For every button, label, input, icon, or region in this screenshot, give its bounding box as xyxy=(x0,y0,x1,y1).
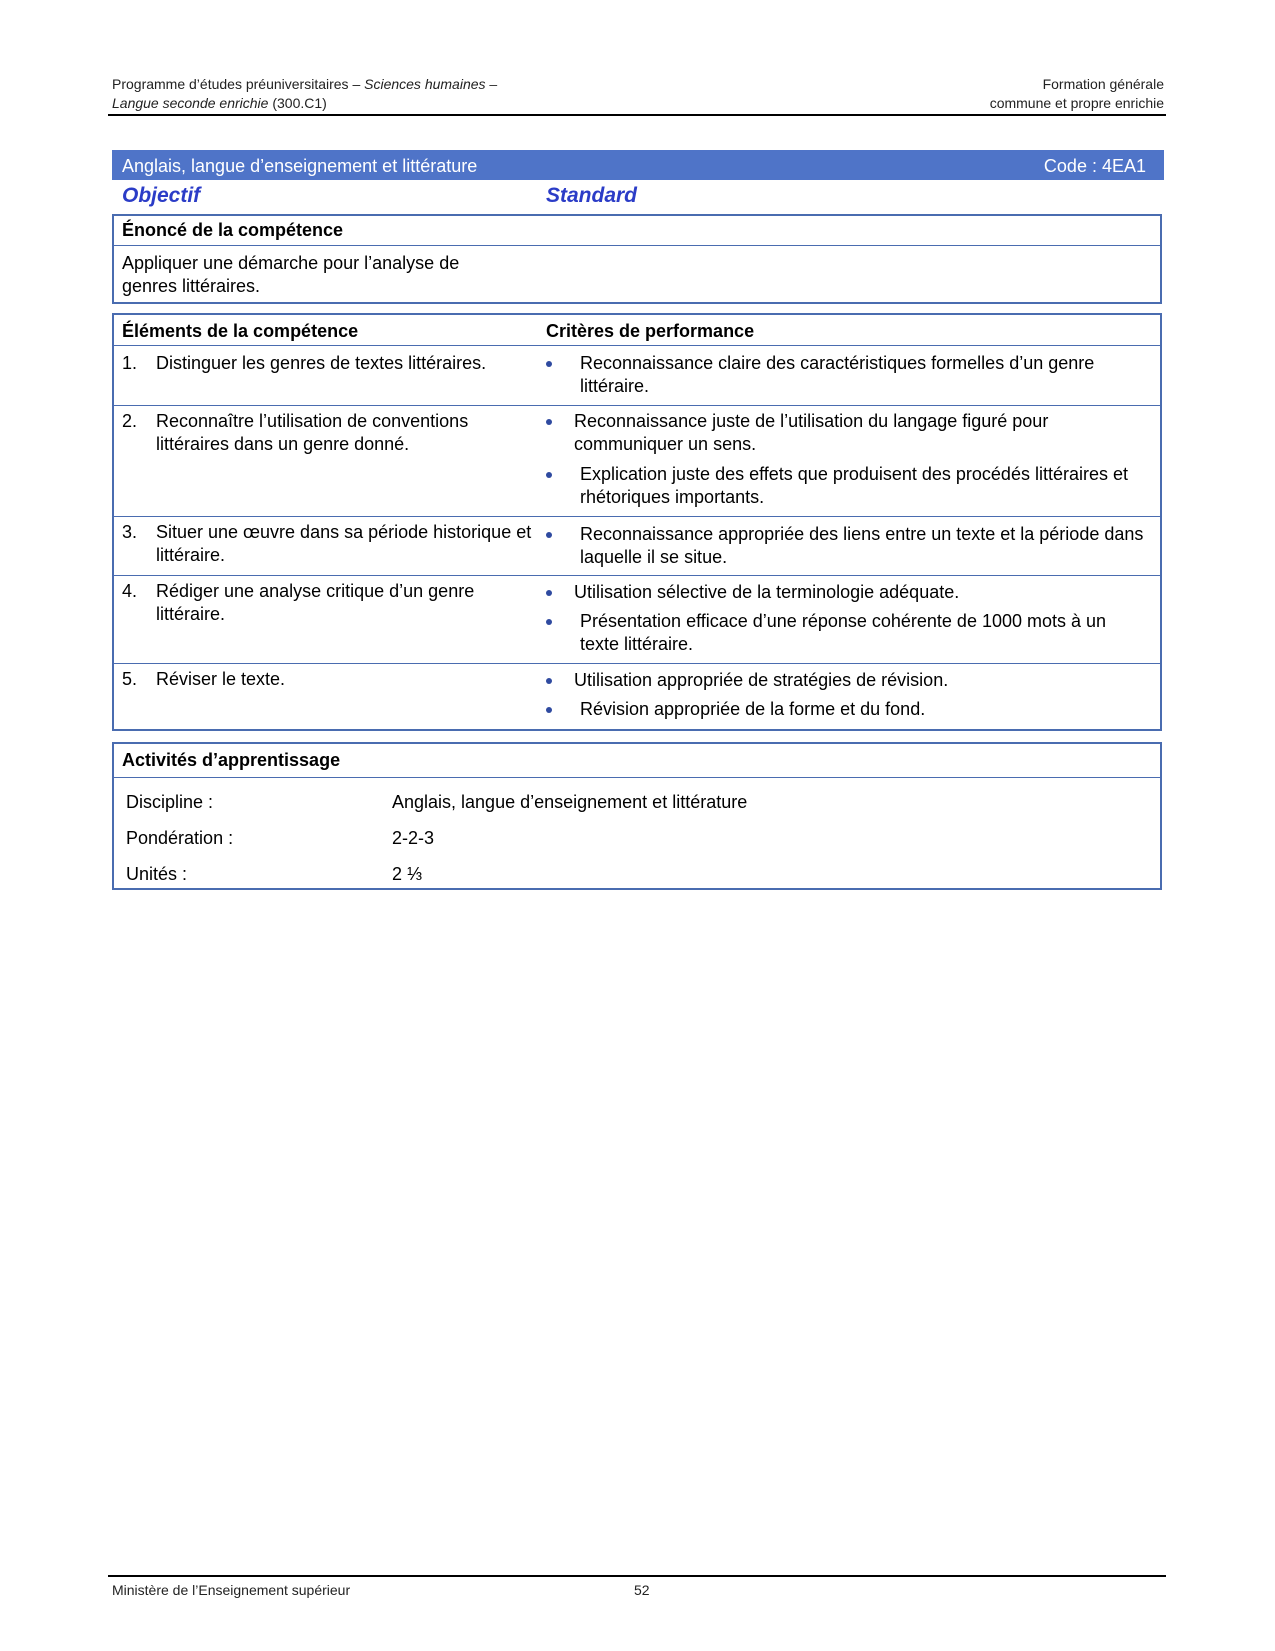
course-code: Code : 4EA1 xyxy=(1043,156,1146,176)
bullet-icon xyxy=(546,419,552,425)
competence-box xyxy=(112,214,1162,304)
footer-divider xyxy=(108,1575,1166,1577)
competence-statement: Appliquer une démarche pour l’analyse de genres littéraires. xyxy=(122,253,460,296)
criterion-text: Présentation efficace d’une réponse cohérente de 1000 mots à un texte littéraire. xyxy=(580,611,1107,654)
formation-type-line-2: commune et propre enrichie xyxy=(989,95,1164,111)
criterion-text: Reconnaissance claire des caractéristiques formelles d’un genre littéraire. xyxy=(580,353,1095,396)
criterion-text: Reconnaissance juste de l’utilisation du langage figuré pour communiquer un sens. xyxy=(574,411,1049,454)
header-divider xyxy=(108,114,1166,116)
bullet-icon xyxy=(546,361,552,367)
program-option: Langue seconde enrichie xyxy=(112,95,269,111)
ponderation-label: Pondération : xyxy=(126,828,234,848)
table-row xyxy=(114,575,1160,664)
footer-ministry: Ministère de l’Enseignement supérieur xyxy=(112,1582,351,1598)
bullet-icon xyxy=(546,472,552,478)
element-number: 4. xyxy=(122,581,138,601)
criterion-text: Explication juste des effets que produisent des procédés littéraires et rhétoriques importants. xyxy=(580,464,1128,507)
program-field: Sciences humaines – xyxy=(364,76,498,92)
bullet-icon xyxy=(546,678,552,684)
criterion-text: Reconnaissance appropriée des liens entre un texte et la période dans laquelle il se situe. xyxy=(580,524,1144,567)
discipline-value: Anglais, langue d’enseignement et littérature xyxy=(392,792,748,812)
element-text: Distinguer les genres de textes littéraires. xyxy=(156,353,487,373)
activities-box xyxy=(112,742,1162,890)
element-number: 5. xyxy=(122,669,138,689)
unites-label: Unités : xyxy=(126,864,188,884)
element-number: 2. xyxy=(122,411,138,431)
element-text: Réviser le texte. xyxy=(156,669,286,689)
criterion-text: Utilisation appropriée de stratégies de révision. xyxy=(574,670,949,690)
course-title: Anglais, langue d’enseignement et littérature xyxy=(122,156,478,176)
table-row xyxy=(114,516,1160,576)
competence-heading: Énoncé de la compétence xyxy=(114,216,1160,246)
unites-value: 2 ⅓ xyxy=(392,864,423,884)
element-text: Situer une œuvre dans sa période historique et littéraire. xyxy=(156,522,532,565)
discipline-label: Discipline : xyxy=(126,792,214,812)
bullet-icon xyxy=(546,532,552,538)
objectif-heading: Objectif xyxy=(122,184,201,207)
criterion-text: Révision appropriée de la forme et du fond. xyxy=(580,699,926,719)
table-row xyxy=(114,345,1160,406)
program-name: Programme d’études préuniversitaires – xyxy=(112,76,365,92)
bullet-icon xyxy=(546,590,552,596)
criteria-heading: Critères de performance xyxy=(546,321,755,341)
formation-type-line-1: Formation générale xyxy=(1042,76,1164,92)
element-text: Rédiger une analyse critique d’un genre littéraire. xyxy=(156,581,475,624)
elements-table xyxy=(112,313,1162,731)
bullet-icon xyxy=(546,619,552,625)
bullet-icon xyxy=(546,707,552,713)
activities-heading: Activités d’apprentissage xyxy=(114,744,1160,778)
page-number: 52 xyxy=(634,1582,650,1598)
course-title-bar xyxy=(112,150,1164,180)
standard-heading: Standard xyxy=(546,184,638,207)
elements-heading: Éléments de la compétence xyxy=(122,321,359,341)
element-number: 3. xyxy=(122,522,138,542)
element-text: Reconnaître l’utilisation de conventions littéraires dans un genre donné. xyxy=(156,411,469,454)
criterion-text: Utilisation sélective de la terminologie adéquate. xyxy=(574,582,960,602)
table-row xyxy=(114,405,1160,517)
element-number: 1. xyxy=(122,353,138,373)
ponderation-value: 2-2-3 xyxy=(392,828,435,848)
table-row xyxy=(114,663,1160,730)
program-code: (300.C1) xyxy=(268,95,327,111)
